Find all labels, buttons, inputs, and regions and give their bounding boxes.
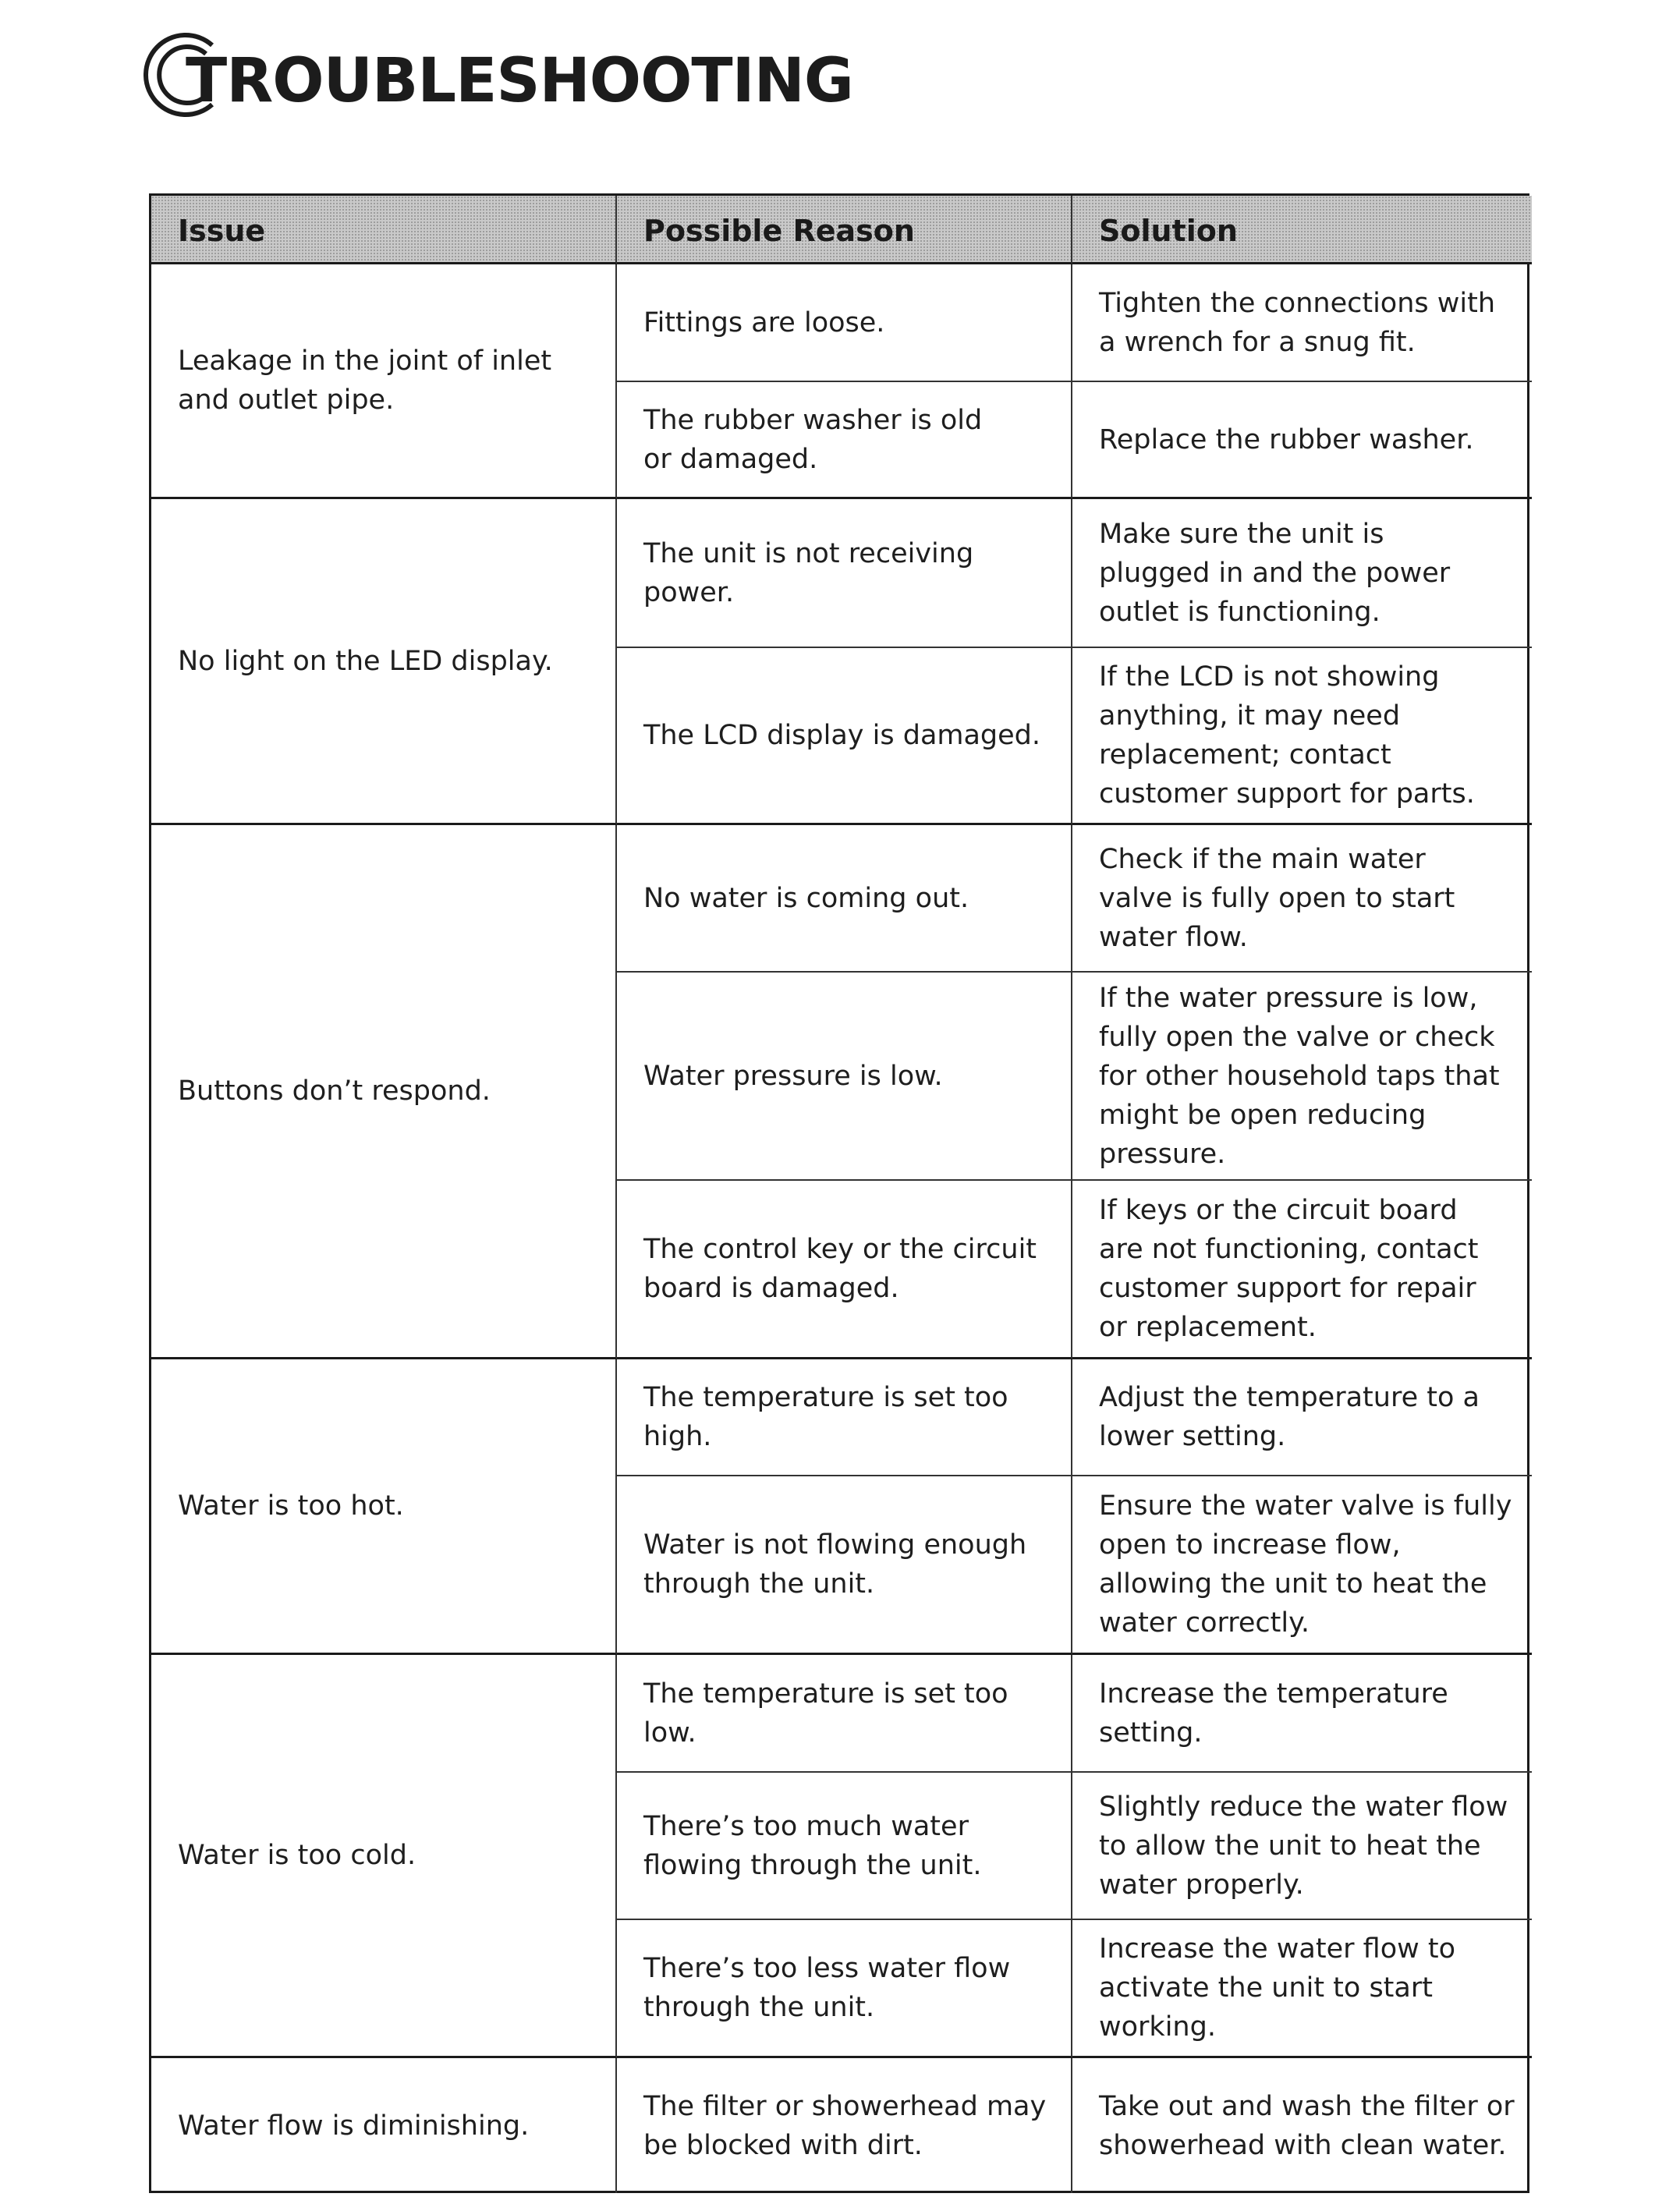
solution-cell: Check if the main water valve is fully open to start water flow.	[1072, 825, 1532, 973]
header-issue: Issue	[151, 196, 617, 264]
troubleshooting-table	[149, 193, 1529, 2193]
solution-cell: Ensure the water valve is fully open to increase flow, allowing the unit to heat the water correctly.	[1072, 1476, 1532, 1655]
solution-cell: Adjust the temperature to a lower setting.	[1072, 1359, 1532, 1476]
reason-cell: Water pressure is low.	[617, 973, 1072, 1181]
page-title: TROUBLESHOOTING	[186, 46, 853, 116]
issue-cell: Water is too hot.	[151, 1359, 617, 1655]
solution-cell: If keys or the circuit board are not functioning, contact customer support for repair or replacement.	[1072, 1181, 1532, 1359]
reason-cell: No water is coming out.	[617, 825, 1072, 973]
solution-cell: If the water pressure is low, fully open the valve or check for other household taps that might be open reducing pressure.	[1072, 973, 1532, 1181]
reason-cell: The temperature is set too low.	[617, 1655, 1072, 1773]
reason-cell: The control key or the circuit board is damaged.	[617, 1181, 1072, 1359]
solution-cell: Slightly reduce the water flow to allow the unit to heat the water properly.	[1072, 1773, 1532, 1920]
reason-cell: There’s too much water flowing through the unit.	[617, 1773, 1072, 1920]
solution-cell: Replace the rubber washer.	[1072, 382, 1532, 499]
reason-cell: Fittings are loose.	[617, 264, 1072, 382]
solution-cell: Increase the temperature setting.	[1072, 1655, 1532, 1773]
reason-cell: The rubber washer is old or damaged.	[617, 382, 1072, 499]
solution-cell: Tighten the connections with a wrench for a snug fit.	[1072, 264, 1532, 382]
header-solution: Solution	[1072, 196, 1532, 264]
reason-cell: The filter or showerhead may be blocked with dirt.	[617, 2058, 1072, 2193]
reason-cell: The LCD display is damaged.	[617, 648, 1072, 825]
issue-cell: Buttons don’t respond.	[151, 825, 617, 1359]
solution-cell: If the LCD is not showing anything, it may need replacement; contact customer support for parts.	[1072, 648, 1532, 825]
header-possible-reason: Possible Reason	[617, 196, 1072, 264]
solution-cell: Take out and wash the filter or showerhead with clean water.	[1099, 2090, 1515, 2161]
solution-cell: Make sure the unit is plugged in and the power outlet is functioning.	[1072, 499, 1532, 648]
issue-cell: Water flow is diminishing.	[151, 2058, 617, 2193]
issue-cell: Leakage in the joint of inlet and outlet pipe.	[151, 264, 617, 499]
reason-cell: There’s too less water flow through the unit.	[617, 1920, 1072, 2058]
solution-cell: Increase the water flow to activate the unit to start working.	[1072, 1920, 1532, 2058]
reason-cell: The temperature is set too high.	[617, 1359, 1072, 1476]
issue-cell: Water is too cold.	[151, 1655, 617, 2058]
reason-cell: The unit is not receiving power.	[617, 499, 1072, 648]
issue-cell: No light on the LED display.	[151, 499, 617, 825]
reason-cell: Water is not flowing enough through the unit.	[617, 1476, 1072, 1655]
page-header	[144, 28, 853, 122]
